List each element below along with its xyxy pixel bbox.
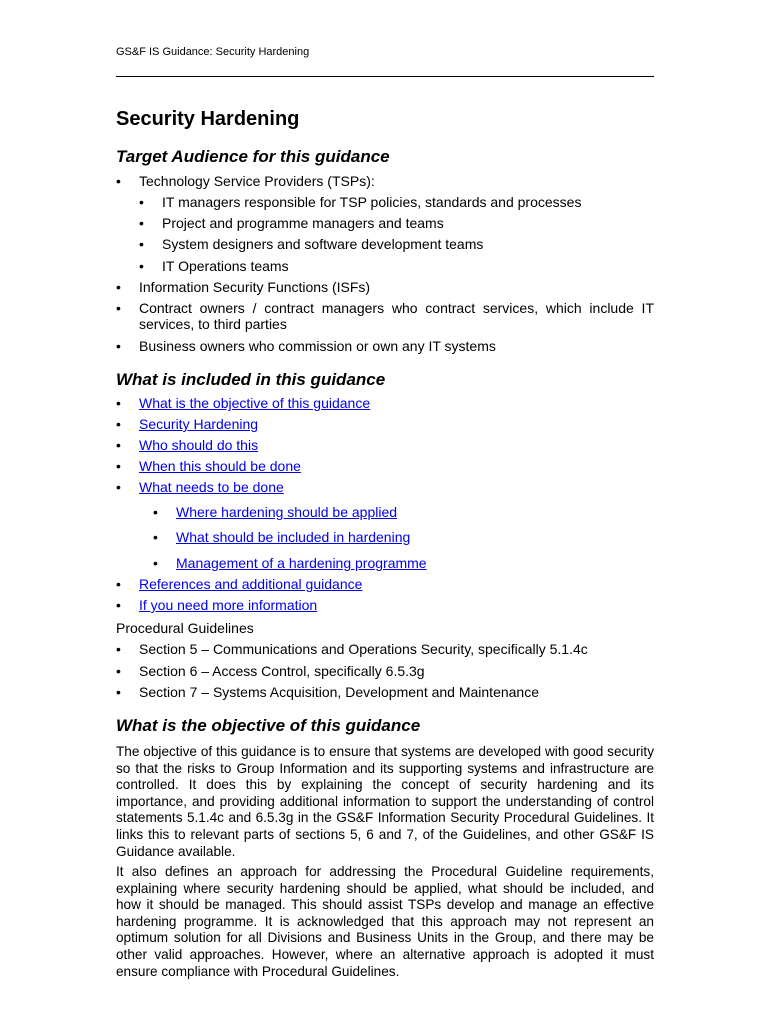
bullet-icon: • [116, 684, 121, 700]
bullet-icon: • [153, 529, 158, 545]
bullet-icon: • [116, 437, 121, 453]
bullet-icon: • [139, 258, 144, 274]
link-who-should-do-this[interactable]: Who should do this [139, 437, 259, 453]
bullet-icon: • [139, 215, 144, 231]
link-what-included-in-hardening[interactable]: What should be included in hardening [176, 529, 411, 545]
link-what-needs-to-be-done[interactable]: What needs to be done [139, 479, 284, 495]
target-audience-heading: Target Audience for this guidance [116, 147, 390, 166]
bullet-icon: • [116, 663, 121, 679]
link-when-this-should-be-done[interactable]: When this should be done [139, 458, 301, 474]
bullet-icon: • [116, 395, 121, 411]
bullet-icon: • [116, 576, 121, 592]
bullet-icon: • [153, 555, 158, 571]
bullet-icon: • [153, 504, 158, 520]
included-heading: What is included in this guidance [116, 370, 386, 389]
procedural-guidelines-label: Procedural Guidelines [116, 620, 254, 636]
link-where-hardening-applied[interactable]: Where hardening should be applied [176, 504, 398, 520]
running-header: GS&F IS Guidance: Security Hardening [116, 46, 310, 58]
bullet-icon: • [116, 458, 121, 474]
bullet-icon: • [116, 300, 121, 316]
bullet-icon: • [116, 479, 121, 495]
link-management-hardening-programme[interactable]: Management of a hardening programme [176, 555, 427, 571]
link-more-information[interactable]: If you need more information [139, 597, 318, 613]
objective-paragraph-1: The objective of this guidance is to ensure that systems are developed with good security so that the risks to Group Information and its supporting systems and infrastructure are controlled. It does this by explaining the concept of security hardening and its importance, and providing additional information to support the understanding of control statements 5.1.4c and 6.5.3g in the GS&F Information Security Procedural Guidelines. It links this to relevant parts of sections 5, 6 and 7, of the Guidelines, and other GS&F IS Guidance available. [116, 744, 654, 859]
link-references[interactable]: References and additional guidance [139, 576, 363, 592]
objective-heading: What is the objective of this guidance [116, 716, 421, 735]
bullet-icon: • [116, 416, 121, 432]
bullet-icon: • [116, 173, 121, 189]
objective-paragraph-2: It also defines an approach for addressing the Procedural Guideline requirements, explaining where security hardening should be applied, what should be included, and how it should be managed. This should assist TSPs develop and manage an effective hardening programme. It is acknowledged that this approach may not represent an optimum solution for all Divisions and Business Units in the Group, and there may be other valid approaches. However, where an alternative approach is adopted it must ensure compliance with Procedural Guidelines. [116, 864, 654, 979]
bullet-icon: • [116, 641, 121, 657]
bullet-icon: • [116, 338, 121, 354]
link-objective[interactable]: What is the objective of this guidance [139, 395, 371, 411]
bullet-icon: • [139, 236, 144, 252]
bullet-icon: • [116, 279, 121, 295]
link-security-hardening[interactable]: Security Hardening [139, 416, 259, 432]
bullet-icon: • [116, 597, 121, 613]
header-divider [116, 76, 654, 77]
bullet-icon: • [139, 194, 144, 210]
page-title: Security Hardening [116, 108, 300, 130]
